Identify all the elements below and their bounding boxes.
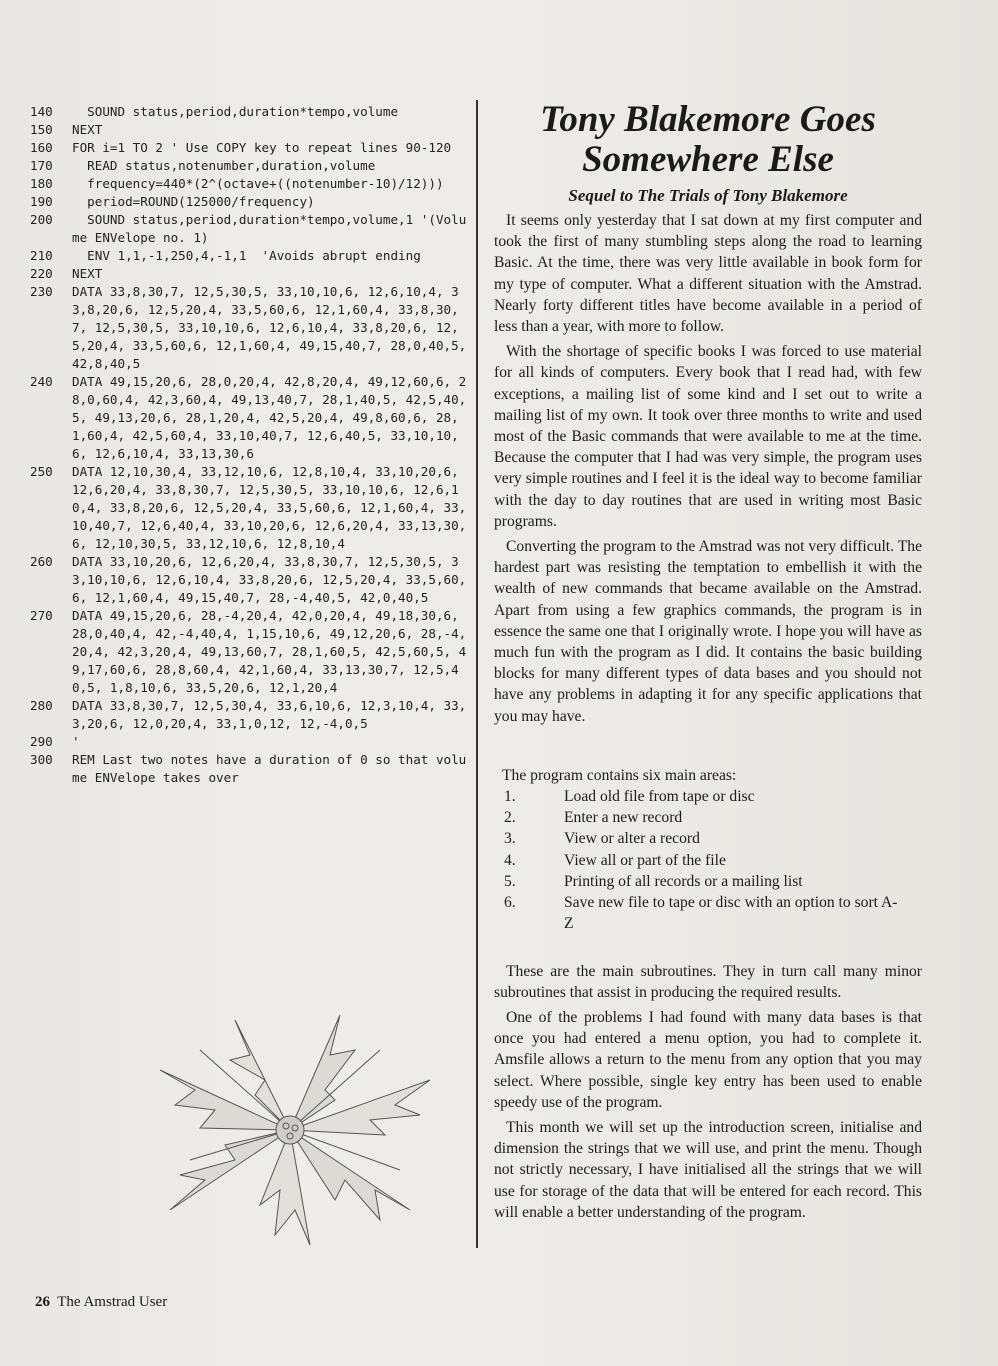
paragraph: One of the problems I had found with many data bases is that once you had entered a menu option, you had to complete it. Amsfile allows a return to the menu from any option that you may select. Where possible, single key entry has been used to enable speedy use of the program. [494, 1008, 922, 1111]
code-text: REM Last two notes have a duration of 0 so that volume ENVelope takes over [72, 752, 467, 785]
code-line [30, 139, 470, 157]
line-number: 240 [30, 374, 53, 389]
code-text: period=ROUND(125000/frequency) [72, 194, 315, 209]
line-number: 170 [30, 158, 53, 173]
paragraph: It seems only yesterday that I sat down at my first computer and took the first of many stumbling steps along the road to learning Basic. At the time, there was very little available in book form for my type of computer. What a different situation with the Amstrad. Nearly forty different titles have become available in a period of less than a year, with more to follow. [494, 212, 922, 336]
list-item-number: 4. [504, 851, 516, 869]
code-line [30, 103, 470, 121]
list-item-text: Save new file to tape or disc with an option to sort A-Z [564, 894, 898, 933]
code-line [30, 733, 470, 751]
line-number: 290 [30, 734, 53, 749]
article-subtitle: Sequel to The Trials of Tony Blakemore [568, 186, 848, 205]
code-line [30, 607, 470, 697]
basic-code-listing [30, 103, 474, 787]
list-item [494, 871, 922, 892]
code-line [30, 193, 470, 211]
code-line [30, 265, 470, 283]
list-item-number: 3. [504, 830, 516, 848]
code-text: DATA 12,10,30,4, 33,12,10,6, 12,8,10,4, 33,10,20,6, 12,6,20,4, 33,8,30,7, 12,5,30,5, 33,10,10,6, 12,6,10,4, 33,8,20,6, 12,5,20,4, 33,5,60,6, 12,1,60,4, 33,10,40,7, 12,6,40,4, 33,10,20,6, 12,6,20,4, 33,13,30,6, 12,10,30,5, 33,12,10,6, 12,8,10,4 [72, 464, 467, 551]
list-item-text: View or alter a record [564, 830, 700, 848]
paragraph: Converting the program to the Amstrad was not very difficult. The hardest part was resisting the temptation to embellish it with the wealth of new commands that became available on the Amstrad. Apart from using a few graphics commands, the program is in essence the same one that I originally wrote. I hope you will have as much fun with the program as I did. It contains the basic building blocks for many different types of data bases and you should not have any problems in adapting it for any specific applications that you may have. [494, 538, 922, 725]
line-number: 260 [30, 554, 53, 569]
list-item [494, 786, 922, 807]
list-item-number: 1. [504, 788, 516, 806]
list-item-text: View all or part of the file [564, 851, 726, 869]
code-line [30, 553, 470, 607]
poinsettia-illustration [140, 1010, 440, 1250]
areas-intro: The program contains six main areas: [502, 766, 737, 784]
article-column [494, 100, 922, 1227]
code-text: DATA 33,8,30,7, 12,5,30,5, 33,10,10,6, 12,6,10,4, 33,8,20,6, 12,5,20,4, 33,5,60,6, 12,1,60,4, 33,8,30,7, 12,5,30,5, 33,10,10,6, 12,6,10,4, 33,8,20,6, 12,5,20,4, 33,5,60,6, 12,1,60,4, 49,15,40,7, 28,0,40,5, 42,8,40,5 [72, 284, 474, 371]
code-text: DATA 49,15,20,6, 28,0,20,4, 42,8,20,4, 49,12,60,6, 28,0,60,4, 42,3,60,4, 49,13,40,7, 28,1,40,5, 42,5,40,5, 49,13,20,6, 28,1,20,4, 42,5,20,4, 49,8,60,6, 28,1,60,4, 42,5,60,4, 33,10,40,7, 12,6,40,5, 33,10,10,6, 12,6,10,4, 33,13,30,6 [72, 374, 467, 461]
code-text: FOR i=1 TO 2 ' Use COPY key to repeat lines 90-120 [72, 140, 452, 155]
list-item-number: 5. [504, 872, 516, 890]
code-line [30, 175, 470, 193]
line-number: 270 [30, 608, 53, 623]
line-number: 190 [30, 194, 53, 209]
code-text: NEXT [72, 122, 103, 137]
code-text: DATA 33,10,20,6, 12,6,20,4, 33,8,30,7, 12,5,30,5, 33,10,10,6, 12,6,10,4, 33,8,20,6, 12,5,20,4, 33,5,60,6, 12,1,60,4, 49,15,40,7, 28,-4,40,5, 42,0,40,5 [72, 554, 467, 605]
areas-list [494, 786, 922, 934]
code-line [30, 157, 470, 175]
paragraph: This month we will set up the introduction screen, initialise and dimension the strings that we will use, and print the menu. Though not strictly necessary, I have initialised all the strings that we will use for storage of the data that will be entered for each record. This will enable a better understanding of the program. [494, 1118, 922, 1221]
page-number: 26 [35, 1294, 50, 1310]
line-number: 200 [30, 212, 53, 227]
code-line [30, 463, 470, 553]
code-text: NEXT [72, 266, 103, 281]
column-divider [476, 100, 478, 1248]
code-text: ENV 1,1,-1,250,4,-1,1 'Avoids abrupt ending [72, 248, 421, 263]
code-line [30, 697, 470, 733]
code-text: SOUND status,period,duration*tempo,volume,1 '(Volume ENVelope no. 1) [72, 212, 467, 245]
list-item-text: Enter a new record [564, 809, 683, 827]
code-text: READ status,notenumber,duration,volume [72, 158, 376, 173]
list-item [494, 828, 922, 849]
page-footer [35, 1294, 167, 1311]
list-item-text: Load old file from tape or disc [564, 788, 755, 806]
line-number: 220 [30, 266, 53, 281]
code-text: frequency=440*(2^(octave+((notenumber-10)/12))) [72, 176, 444, 191]
code-line [30, 121, 470, 139]
line-number: 210 [30, 248, 53, 263]
line-number: 280 [30, 698, 53, 713]
paragraph: With the shortage of specific books I was forced to use material for all kinds of computers. Every book that I read had, with few exceptions, a mailing list of some kind and I set out to write a mailing list of my own. It took over three months to write and used most of the Basic commands that were available to me at the time. Because the computer that I had was very simple, the program uses very simple routines and I feel it is the ideal way to become familiar with the day to day routines that are used in writing most Basic programs. [494, 343, 922, 530]
list-item-text: Printing of all records or a mailing list [564, 872, 803, 890]
list-item-number: 2. [504, 809, 516, 827]
paragraph: These are the main subroutines. They in turn call many minor subroutines that assist in producing the required results. [494, 962, 922, 1001]
line-number: 250 [30, 464, 53, 479]
list-item [494, 807, 922, 828]
magazine-name: The Amstrad User [57, 1294, 168, 1310]
code-text: DATA 33,8,30,7, 12,5,30,4, 33,6,10,6, 12,3,10,4, 33,3,20,6, 12,0,20,4, 33,1,0,12, 12,-4,0,5 [72, 698, 467, 731]
code-text: SOUND status,period,duration*tempo,volume [72, 104, 399, 119]
list-item [494, 892, 922, 934]
line-number: 160 [30, 140, 53, 155]
code-text: DATA 49,15,20,6, 28,-4,20,4, 42,0,20,4, 49,18,30,6, 28,0,40,4, 42,-4,40,4, 1,15,10,6, 49,12,20,6, 28,-4,20,4, 42,3,20,4, 49,13,60,7, 28,1,60,5, 42,5,60,5, 49,17,60,6, 28,8,60,4, 42,1,60,4, 33,13,30,7, 12,5,40,5, 1,8,10,6, 33,5,20,6, 12,1,20,4 [72, 608, 467, 695]
code-line [30, 373, 470, 463]
code-line [30, 751, 470, 787]
code-line [30, 247, 470, 265]
line-number: 140 [30, 104, 53, 119]
line-number: 150 [30, 122, 53, 137]
list-item [494, 850, 922, 871]
code-line [30, 283, 474, 373]
article-title: Tony Blakemore Goes Somewhere Else [540, 99, 876, 180]
line-number: 180 [30, 176, 53, 191]
line-number: 300 [30, 752, 53, 767]
code-text: ' [72, 734, 80, 749]
list-item-number: 6. [504, 894, 516, 912]
code-line [30, 211, 470, 247]
line-number: 230 [30, 284, 53, 299]
